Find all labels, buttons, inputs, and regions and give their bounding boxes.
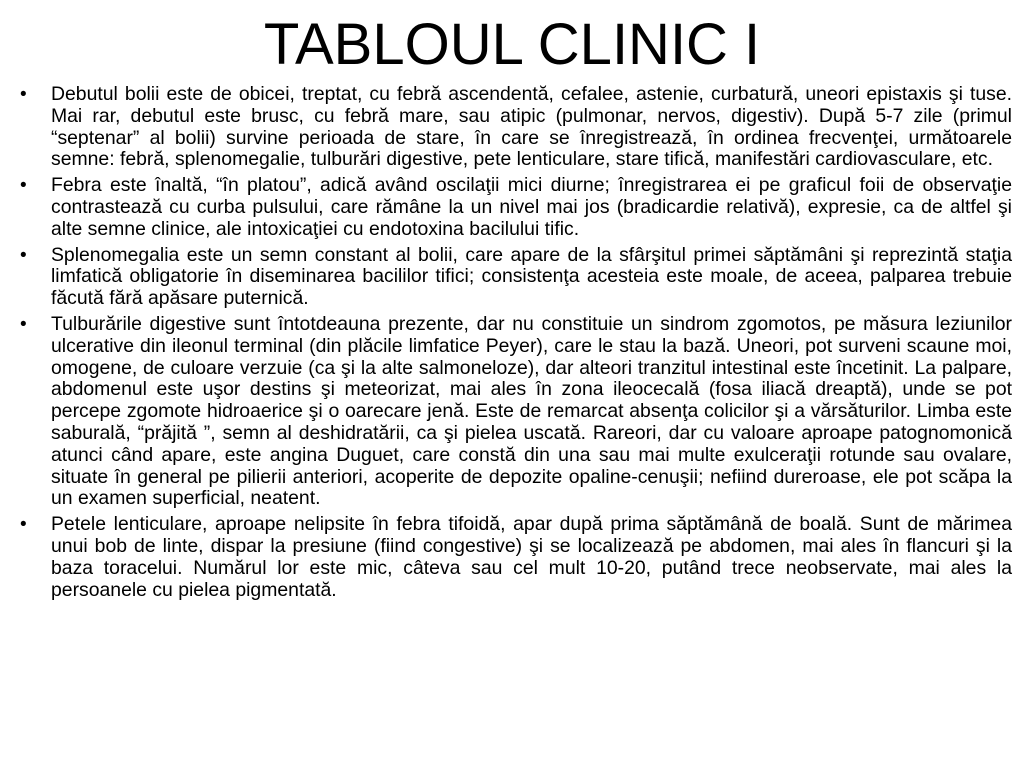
bullet-text: Splenomegalia este un semn constant al bolii, care apare de la sfârşitul primei săptămâni şi reprezintă staţia limfatică obligatorie în diseminarea bacililor tifici; consistenţa acesteia este moale, de aceea, palparea trebuie făcută fără apăsare puternică. [51, 243, 1012, 310]
bullet-item [20, 514, 1012, 601]
bullet-list [20, 84, 1012, 605]
slide-title: TABLOUL CLINIC I [263, 12, 761, 77]
bullet-text: Febra este înaltă, “în platou”, adică având oscilaţii mici diurne; înregistrarea ei pe graficul foii de observaţie contrastează cu curba pulsului, care rămâne la un nivel mai jos (bradicardie relativă), expresie, ca de altfel şi alte semne clinice, ale intoxicaţiei cu endotoxina bacilului tific. [51, 174, 1012, 240]
bullet-item [20, 245, 1012, 310]
bullet-item [20, 314, 1012, 510]
bullet-item [20, 84, 1012, 171]
bullet-item [20, 175, 1012, 240]
bullet-dot-icon: • [20, 84, 27, 105]
bullet-dot-icon: • [20, 244, 27, 266]
bullet-dot-icon: • [20, 175, 27, 197]
bullet-dot-icon: • [20, 313, 27, 335]
bullet-text: Tulburările digestive sunt întotdeauna prezente, dar nu constituie un sindrom zgomotos, pe măsura leziunilor ulcerative din ileonul terminal (din plăcile limfatice Peyer), care le stau la bază. Uneori, pot surveni scaune moi, omogene, de culoare verzuie (ca şi la alte salmoneloze), dar alteori tranzitul intestinal este încetinit. La palpare, abdomenul este uşor destins şi meteorizat, mai ales în zona ileocecală (fosa iliacă dreaptă), unde se pot percepe zgomote hidroaerice şi o oarecare jenă. Este de remarcat absenţa colicilor şi a vărsăturilor. Limba este saburală, “prăjită ”, semn al deshidratării, ca şi pielea uscată. Rareori, dar cu valoare aproape patognomonică atunci când apare, este angina Duguet, care constă din una sau mai multe exulceraţii rotunde sau ovalare, situate în general pe pilierii anteriori, acoperite de depozite opaline-cenuşii; nefiind dureroase, ele pot scăpa la un examen superficial, neatent. [51, 312, 1012, 510]
bullet-dot-icon: • [20, 514, 27, 536]
bullet-text: Petele lenticulare, aproape nelipsite în febra tifoidă, apar după prima săptămână de boală. Sunt de mărimea unui bob de linte, dispar la presiune (fiind congestive) şi se localizează pe abdomen, mai ales în flancuri şi la baza toracelui. Numărul lor este mic, câteva sau cel mult 10-20, putând trece neobservate, mai ales la persoanele cu pielea pigmentată. [51, 513, 1012, 601]
bullet-text: Debutul bolii este de obicei, treptat, cu febră ascendentă, cefalee, astenie, curbatură, uneori epistaxis şi tuse. Mai rar, debutul este brusc, cu febră mare, sau atipic (pulmonar, nervos, digestiv). După 5-7 zile (primul “septenar” al bolii) survine perioada de stare, în care se înregistrează, în ordinea frecvenţei, următoarele semne: febră, splenomegalie, tulburări digestive, pete lenticulare, stare tifică, manifestări cardiovasculare, etc. [51, 83, 1012, 171]
